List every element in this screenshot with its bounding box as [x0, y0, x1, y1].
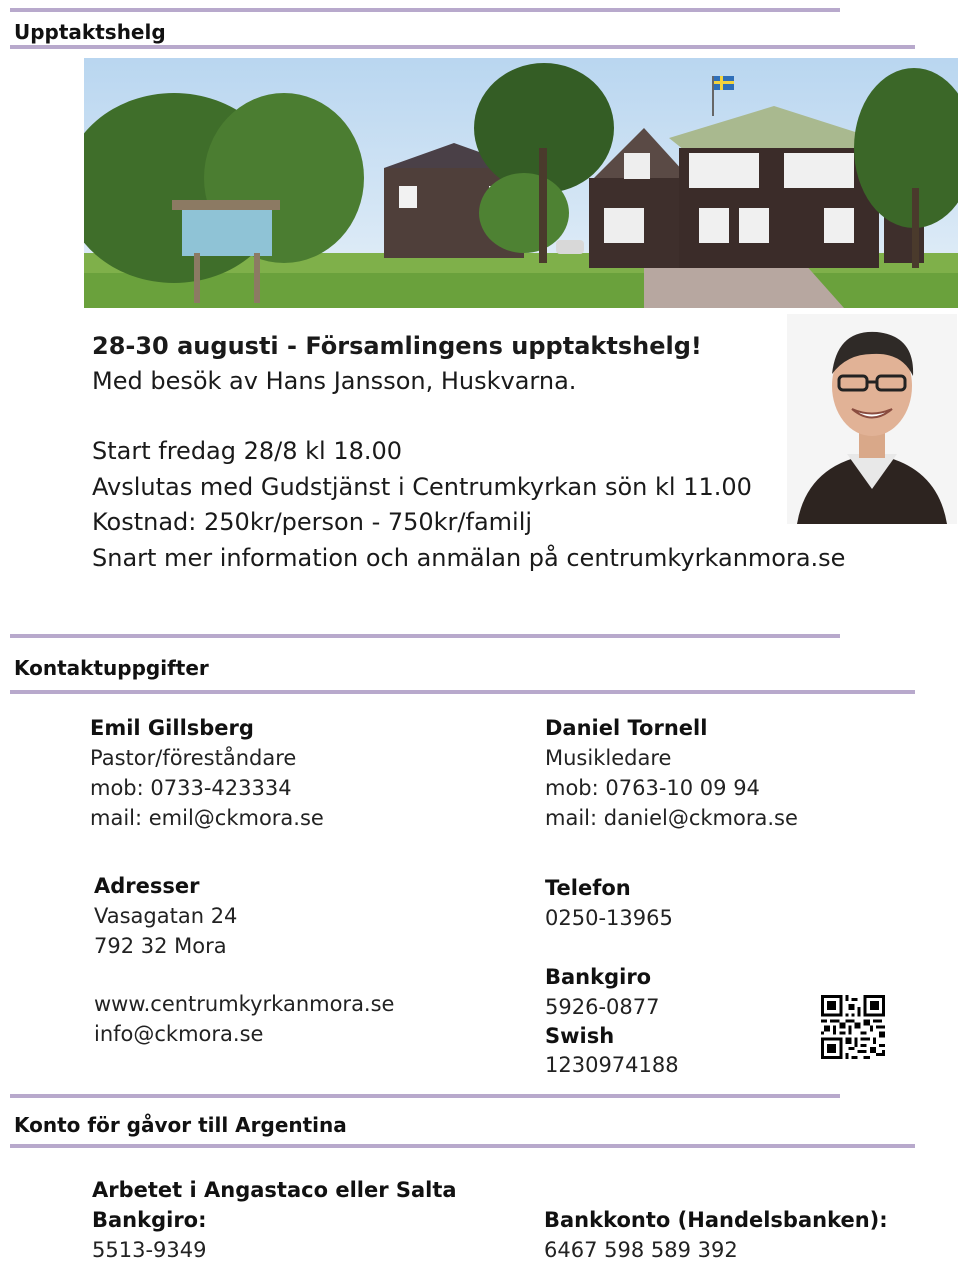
website-link[interactable]: www.centrumkyrkanmora.se — [94, 992, 395, 1016]
event-end: Avslutas med Gudstjänst i Centrumkyrkan sön kl 11.00 — [92, 473, 752, 501]
argentina-bankgiro-label: Bankgiro: — [92, 1208, 207, 1232]
contact-name: Emil Gillsberg — [90, 716, 254, 740]
argentina-bankkonto-label: Bankkonto (Handelsbanken): — [544, 1208, 888, 1232]
contact-role: Pastor/föreståndare — [90, 746, 297, 770]
address-city: 792 32 Mora — [94, 934, 227, 958]
divider — [10, 1094, 840, 1098]
swish-number: 1230974188 — [545, 1053, 679, 1077]
contact-role: Musikledare — [545, 746, 672, 770]
contact-name: Daniel Tornell — [545, 716, 708, 740]
contact-mail: mail: emil@ckmora.se — [90, 806, 324, 830]
argentina-bankgiro-number: 5513-9349 — [92, 1238, 207, 1262]
divider — [10, 8, 840, 12]
swish-label: Swish — [545, 1024, 615, 1048]
address-heading: Adresser — [94, 874, 200, 898]
section-title-kontaktuppgifter: Kontaktuppgifter — [14, 656, 209, 680]
argentina-heading: Arbetet i Angastaco eller Salta — [92, 1178, 457, 1202]
contact-mobile: mob: 0733-423334 — [90, 776, 292, 800]
section-title-argentina: Konto för gåvor till Argentina — [14, 1113, 347, 1137]
event-headline: 28-30 augusti - Församlingens upptaktshelg! — [92, 332, 702, 360]
phone-number: 0250-13965 — [545, 906, 673, 930]
email-link[interactable]: info@ckmora.se — [94, 1022, 264, 1046]
pastor-portrait-photo — [787, 314, 957, 524]
phone-label: Telefon — [545, 876, 631, 900]
divider — [10, 690, 915, 694]
event-visitor: Med besök av Hans Jansson, Huskvarna. — [92, 367, 577, 395]
bankgiro-label: Bankgiro — [545, 965, 652, 989]
church-building-photo — [84, 58, 958, 308]
event-cost: Kostnad: 250kr/person - 750kr/familj — [92, 508, 533, 536]
divider — [10, 1144, 915, 1148]
section-title-upptaktshelg: Upptaktshelg — [14, 20, 166, 44]
divider — [10, 45, 915, 49]
event-start: Start fredag 28/8 kl 18.00 — [92, 437, 403, 465]
bankgiro-number: 5926-0877 — [545, 995, 660, 1019]
qr-code-icon — [821, 995, 885, 1059]
contact-mail: mail: daniel@ckmora.se — [545, 806, 798, 830]
argentina-bankkonto-number: 6467 598 589 392 — [544, 1238, 738, 1262]
divider — [10, 634, 840, 638]
address-street: Vasagatan 24 — [94, 904, 238, 928]
contact-mobile: mob: 0763-10 09 94 — [545, 776, 760, 800]
event-info: Snart mer information och anmälan på centrumkyrkanmora.se — [92, 544, 846, 572]
